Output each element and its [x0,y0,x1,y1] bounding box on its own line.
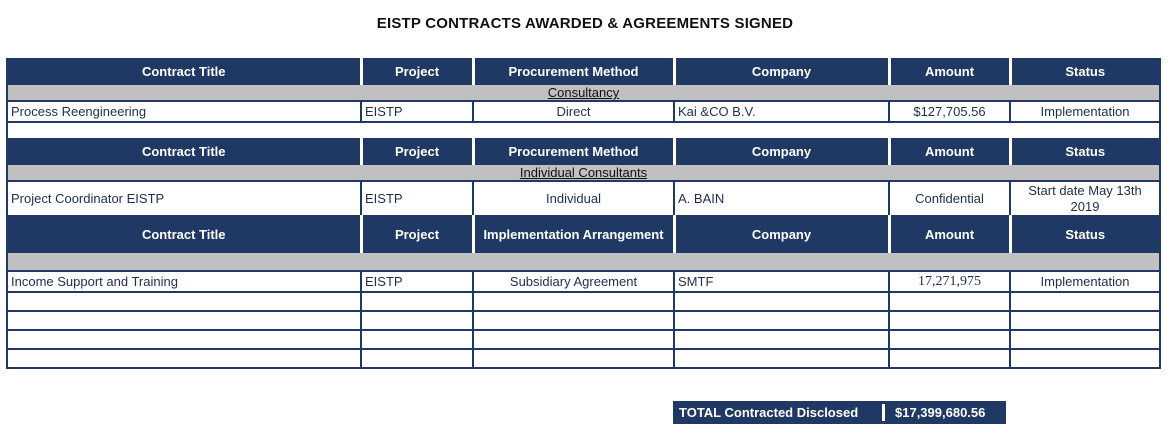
section-label [7,252,1160,271]
column-header: Project [361,139,473,164]
empty-cell [674,349,889,368]
column-header: Contract Title [7,59,361,84]
empty-cell [889,311,1010,330]
empty-cell [361,349,473,368]
table-row [7,311,1160,330]
cell-company: SMTF [674,271,889,292]
cell-company: A. BAIN [674,181,889,216]
column-header: Company [674,216,889,252]
column-header: Amount [889,216,1010,252]
column-header: Project [361,216,473,252]
empty-cell [473,330,674,349]
column-header: Status [1010,139,1160,164]
cell-project: EISTP [361,181,473,216]
cell-method: Direct [473,101,674,122]
section-row [7,84,1160,101]
empty-cell [889,292,1010,311]
column-header: Status [1010,59,1160,84]
empty-cell [361,311,473,330]
empty-cell [473,292,674,311]
empty-cell [361,330,473,349]
cell-amount: Confidential [889,181,1010,216]
cell-company: Kai &CO B.V. [674,101,889,122]
empty-cell [7,292,361,311]
column-header: Contract Title [7,139,361,164]
cell-project: EISTP [361,101,473,122]
empty-cell [674,311,889,330]
empty-cell [1010,311,1160,330]
column-header: Company [674,139,889,164]
cell-method: Individual [473,181,674,216]
section-row [7,252,1160,271]
section-label: Individual Consultants [7,164,1160,181]
empty-cell [473,311,674,330]
table-row [7,181,1160,216]
cell-contract-title: Project Coordinator EISTP [7,181,361,216]
cell-project: EISTP [361,271,473,292]
column-header: Project [361,59,473,84]
column-header: Amount [889,139,1010,164]
empty-cell [7,330,361,349]
empty-cell [1010,330,1160,349]
table-row [7,292,1160,311]
table-row [7,101,1160,122]
header-row [7,139,1160,164]
empty-cell [889,349,1010,368]
cell-contract-title: Income Support and Training [7,271,361,292]
column-header: Procurement Method [473,59,674,84]
column-header: Status [1010,216,1160,252]
header-row [7,216,1160,252]
empty-cell [674,292,889,311]
cell-method: Subsidiary Agreement [473,271,674,292]
cell-contract-title: Process Reengineering [7,101,361,122]
table-row [7,330,1160,349]
total-label: TOTAL Contracted Disclosed [673,404,885,421]
column-header: Amount [889,59,1010,84]
spacer-cell [7,122,1160,139]
empty-cell [7,311,361,330]
cell-amount: $127,705.56 [889,101,1010,122]
page-title: EISTP CONTRACTS AWARDED & AGREEMENTS SIGNED [376,15,794,32]
empty-cell [1010,292,1160,311]
contracts-table [6,58,1161,369]
empty-cell [7,349,361,368]
spacer-row [7,122,1160,139]
section-label: Consultancy [7,84,1160,101]
column-header: Procurement Method [473,139,674,164]
column-header: Contract Title [7,216,361,252]
empty-cell [889,330,1010,349]
cell-status: Start date May 13th 2019 [1010,181,1160,216]
cell-amount: 17,271,975 [889,271,1010,292]
total-value: $17,399,680.56 [895,405,986,420]
table-row [7,271,1160,292]
empty-cell [674,330,889,349]
section-row [7,164,1160,181]
cell-status: Implementation [1010,271,1160,292]
table-row [7,349,1160,368]
cell-status: Implementation [1010,101,1160,122]
empty-cell [473,349,674,368]
total-summary [673,401,1006,424]
empty-cell [1010,349,1160,368]
empty-cell [361,292,473,311]
column-header: Company [674,59,889,84]
header-row [7,59,1160,84]
column-header: Implementation Arrangement [473,216,674,252]
